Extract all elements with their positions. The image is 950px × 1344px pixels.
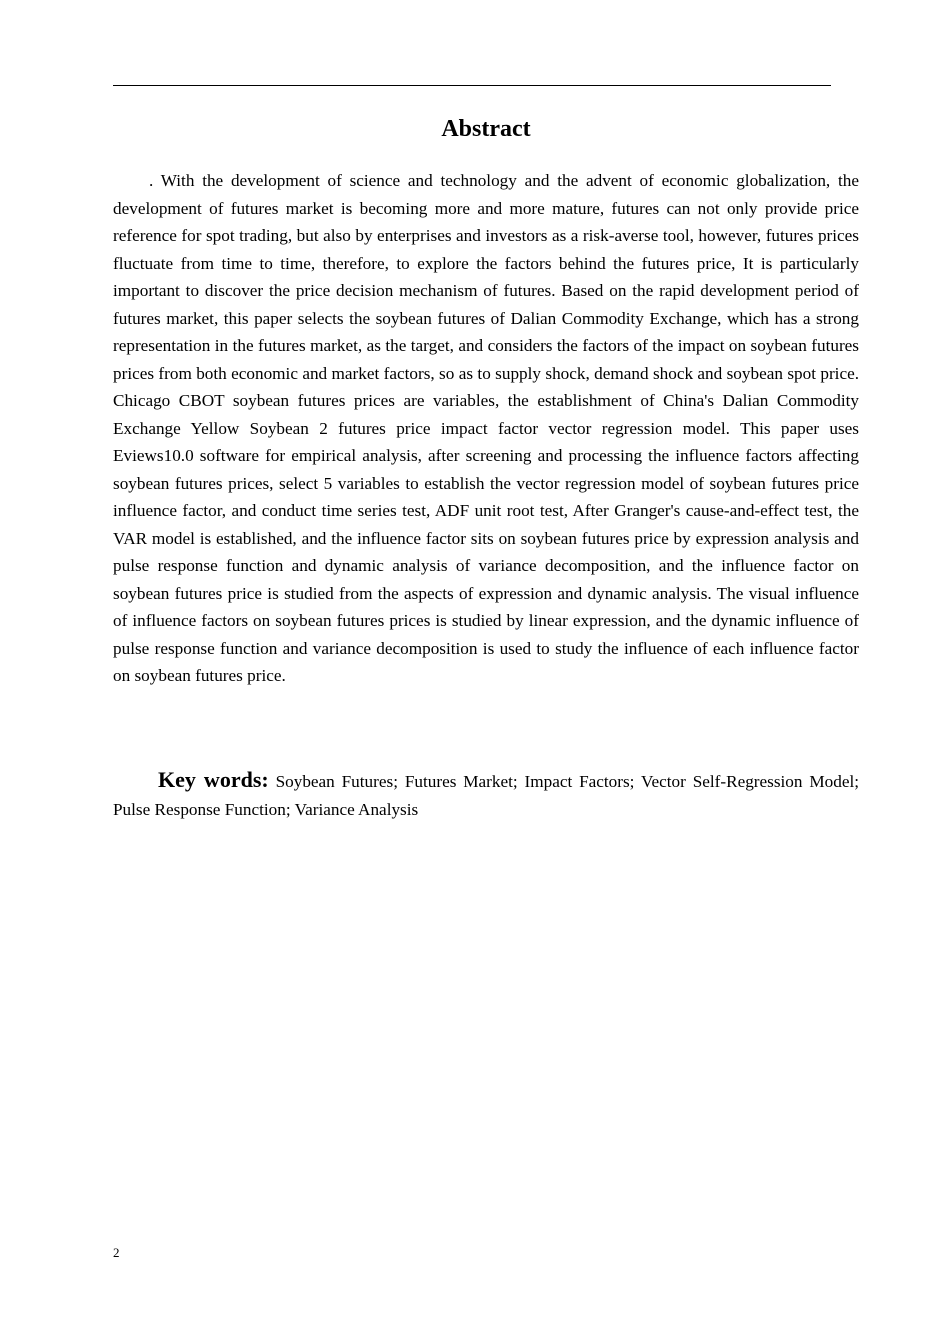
abstract-body: . With the development of science and technology and the advent of economic globalization, the development of futures market is becoming more and more mature, futures can not only provide price reference for spot trading, but also by enterprises and investors as a risk-averse tool, however, futures prices fluctuate from time to time, therefore, to explore the factors behind the futures price, It is particularly important to discover the price decision mechanism of futures. Based on the rapid development period of futures market, this paper selects the soybean futures of Dalian Commodity Exchange, which has a strong representation in the futures market, as the target, and considers the factors of the impact on soybean futures prices from both economic and market factors, so as to supply shock, demand shock and soybean spot price. Chicago CBOT soybean futures prices are variables, the establishment of China's Dalian Commodity Exchange Yellow Soybean 2 futures price impact factor vector regression model. This paper uses Eviews10.0 software for empirical analysis, after screening and processing the influence factors affecting soybean futures prices, select 5 variables to establish the vector regression model of soybean futures price influence factor, and conduct time series test, ADF unit root test, After Granger's cause-and-effect test, the VAR model is established, and the influence factor sits on soybean futures price by expression analysis and pulse response function and dynamic analysis of variance decomposition, and the influence factor on soybean futures price is studied from the aspects of expression and dynamic analysis. The visual influence of influence factors on soybean futures prices is studied by linear expression, and the dynamic influence of pulse response function and variance decomposition is used to study the influence of each influence factor on soybean futures price. (113, 171, 859, 685)
keywords-text: Soybean Futures; Futures Market; Impact Factors; Vector Self-Regression Model; Pulse Response Function; Variance Analysis (113, 772, 860, 819)
header-rule (113, 85, 831, 86)
keywords-paragraph (113, 766, 859, 823)
page-title: Abstract (441, 116, 531, 142)
page-number: 2 (113, 1245, 120, 1260)
keywords-label: Key words: (158, 767, 269, 792)
